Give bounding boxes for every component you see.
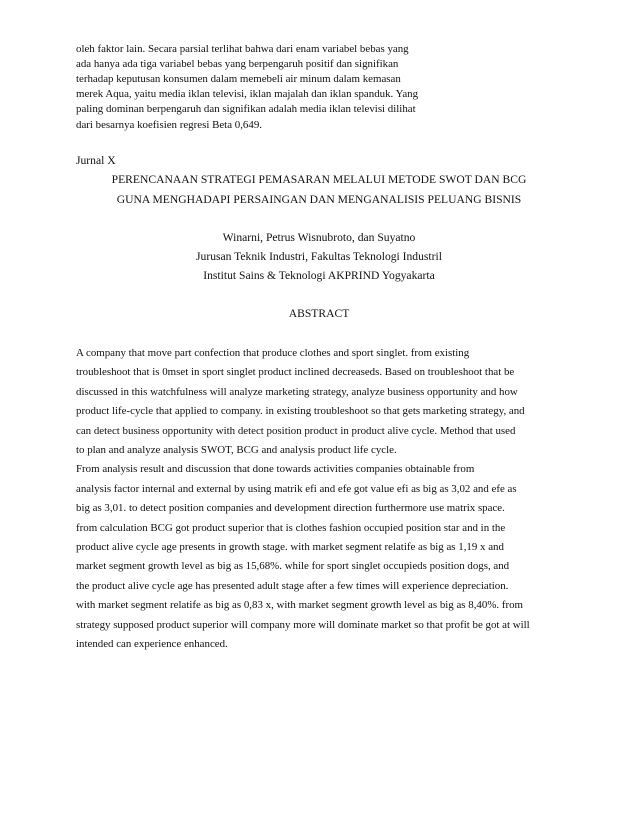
abstract-line: big as 3,01. to detect position companies and development direction furthermore use matrix space.: [76, 502, 505, 514]
abstract-line: analysis factor internal and external by using matrik efi and efe got value efi as big as 3,02 and efe as: [76, 483, 517, 495]
abstract-line: product life-cycle that applied to company. in existing troubleshoot so that gets marketing strategy, and: [76, 405, 525, 417]
intro-line: paling dominan berpengaruh dan signifikan adalah media iklan televisi dilihat: [76, 103, 416, 115]
intro-line: ada hanya ada tiga variabel bebas yang berpengaruh positif dan signifikan: [76, 58, 399, 70]
abstract-line: strategy supposed product superior will company more will dominate market so that profit be got at will: [76, 619, 530, 631]
abstract-line: with market segment relatife as big as 0,83 x, with market segment growth level as big as 8,40%. from: [76, 599, 524, 611]
abstract-line: the product alive cycle age has presented adult stage after a few times will experience depreciation.: [76, 580, 509, 592]
affiliation-line: Institut Sains & Teknologi AKPRIND Yogyakarta: [203, 269, 435, 282]
intro-line: merek Aqua, yaitu media iklan televisi, iklan majalah dan iklan spanduk. Yang: [76, 88, 419, 100]
journal-label: Jurnal X: [76, 154, 116, 167]
abstract-line: discussed in this watchfulness will analyze marketing strategy, analyze business opportunity and how: [76, 386, 518, 398]
intro-line: oleh faktor lain. Secara parsial terlihat bahwa dari enam variabel bebas yang: [76, 43, 409, 55]
intro-line: terhadap keputusan konsumen dalam memebeli air minum dalam kemasan: [76, 73, 401, 85]
abstract-line: troubleshoot that is 0mset in sport singlet product inclined decreaseds. Based on troubleshoot that be: [76, 366, 515, 378]
abstract-line: intended can experience enhanced.: [76, 638, 228, 650]
abstract-line: A company that move part confection that produce clothes and sport singlet. from existing: [76, 347, 470, 359]
affiliation-line: Jurusan Teknik Industri, Fakultas Teknologi Industril: [196, 250, 442, 263]
abstract-line: to plan and analyze analysis SWOT, BCG and analysis product life cycle.: [76, 444, 397, 456]
abstract-line: From analysis result and discussion that done towards activities companies obtainable from: [76, 463, 475, 475]
authors: Winarni, Petrus Wisnubroto, dan Suyatno: [222, 231, 416, 244]
abstract-line: market segment growth level as big as 15,68%. while for sport singlet occupieds position dogs, and: [76, 560, 510, 572]
abstract-line: product alive cycle age presents in growth stage. with market segment relatife as big as 1,19 x and: [76, 541, 504, 553]
paper-title-line: PERENCANAAN STRATEGI PEMASARAN MELALUI METODE SWOT DAN BCG: [111, 173, 527, 186]
abstract-heading: ABSTRACT: [288, 307, 350, 320]
intro-line: dari besarnya koefisien regresi Beta 0,649.: [76, 119, 262, 131]
abstract-line: from calculation BCG got product superior that is clothes fashion occupied position star and in the: [76, 522, 506, 534]
abstract-line: can detect business opportunity with detect position product in product alive cycle. Method that used: [76, 425, 516, 437]
paper-title-line: GUNA MENGHADAPI PERSAINGAN DAN MENGANALISIS PELUANG BISNIS: [116, 193, 522, 206]
